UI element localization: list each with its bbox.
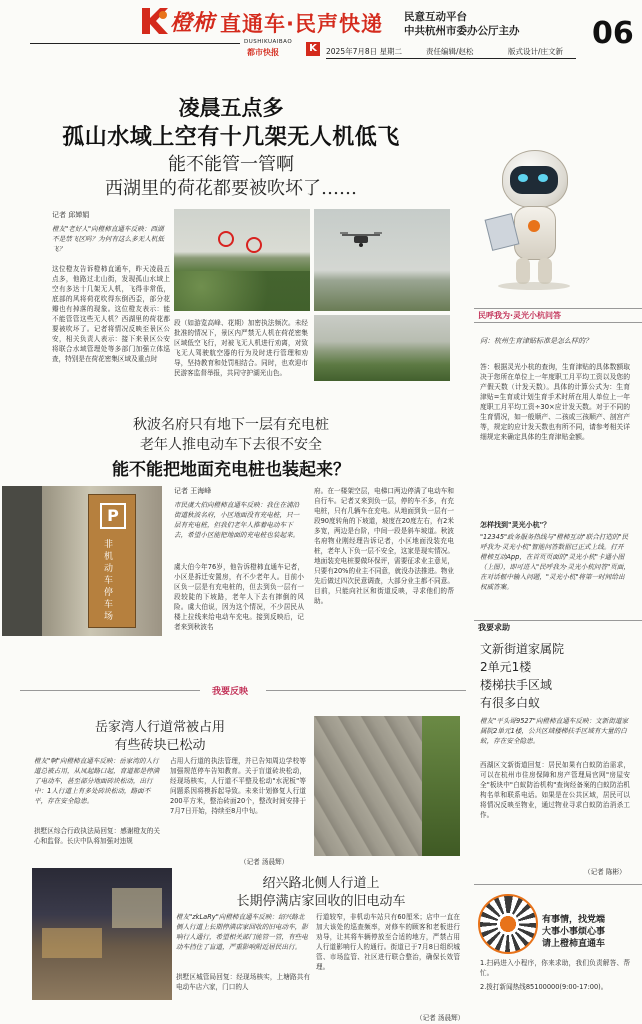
story4-col1: 拱墅区城管局回复：经现场核实，上塘路共有电动车店六家，门口的人 [176, 973, 310, 991]
masthead-sponsor: 中共杭州市委办公厅主办 [404, 25, 520, 37]
mascot-robot [478, 140, 588, 300]
story4-col2: 行道较窄，非机动车站只有60厘米；店中一直在加大该处的巡查频率，对修车的顾客和老板进行劝导，让其将车辆停放至合适的地方，严禁占用人行道影响行人的通行。街道已于7月8日组织城管、市场监管、社区进行联合整治，确保长效管理。 [316, 913, 460, 971]
parking-p-icon: P [100, 503, 126, 529]
help-heading-4: 有很多白蚁 [480, 696, 541, 710]
k-logo-icon [140, 6, 170, 36]
story2-headline: 能不能把地面充电桩也装起来？ [112, 460, 350, 480]
story2-col1: 虞大伯今年76岁，他告诉橙柿直通车记者，小区是拆迁安置房，有不少老年人。目前小区负一层是有充电桩的，但去到负一层有一段较陡的下坡路，老年人下去有摔倒的风险。虞大伯说，因为这个情况，不少居民从楼上拉线来给电动车充电。接到反映后，记者来到秋波名 [174, 563, 304, 631]
paper-k-icon: K [306, 42, 320, 56]
story1-body2: 段（如游览高峰、花期）加密执法频次。未经批准的情况下，景区内严禁无人机在荷花密集区域低空飞行，对被飞无人机进行劝离，对致飞无人驾驶航空器的行为及时进行管理和劝导，坚持教育和处罚相结合。同时，也欢迎市民游客监督举报，共同守护湖光山色。 [174, 319, 308, 377]
story2-col2: 府。在一楼架空层，电梯口两边停满了电动车和自行车。记者又来到负一层，停的车不多，有充电桩，只有几辆车在充电。从地面到负一层有一段90度转角的下坡道，坡度在20度左右，有2米多宽，两边是台阶，中间一段是斜车坡道。秋波名府物业刚经理告诉记者，小区地面没装充电桩，老年人下负一层不安全，这家是现实情况。地面装充电桩要做环保评，需要征求业主意见，只要有20%的业主不同意，就没办法推进。物业先后做过四次民意调查，大部分业主都不同意。目前，只能向社区和街道反映，寻求他们的帮助。 [314, 487, 454, 605]
design-credit: 版式设计/庄文新 [508, 47, 564, 56]
story1-sub2: 西湖里的荷花都要被吹坏了…… [105, 178, 357, 199]
red-circle-icon [218, 231, 234, 247]
editor-credit: 责任编辑/赵松 [426, 47, 474, 56]
sidebar-question: 问：杭州生育津贴标准是怎么样的？ [480, 337, 592, 345]
help-body: 西湖区文新街道回复：居民如果有白蚁防治需求，可以在杭州市住房保障和房产管理局官网"房屋安全"板块中"白蚁防治机构"查询经备案的白蚁防治机构名单和联系电话。如果是在公共区域，居民可以将情况反映至物业，通过物业寻求白蚁防治消杀工作。 [480, 761, 630, 819]
story4-byline: （记者 汤晨辉） [416, 1014, 465, 1022]
parking-photo [2, 486, 162, 636]
paper-pinyin: DUSHIKUAIBAO [244, 39, 293, 45]
story2-byline: 记者 王海峰 [174, 487, 212, 495]
story3-sub2: 有些砖块已松动 [114, 738, 206, 753]
story1-headline: 孤山水域上空有十几架无人机低飞 [62, 124, 400, 150]
sidewalk-photo [314, 716, 460, 856]
story1-kicker: 凌晨五点多 [178, 95, 284, 120]
help-heading-3: 楼梯扶手区域 [480, 678, 553, 692]
masthead-title: 直通车·民声快递 [220, 12, 383, 36]
story3-col2: 占用人行道的执法管理，并已告知周边学校等加强规范停车告知教育。关于盲道砖块松动，经现场核实，人行道不平整及松动"水泥板"等问题系因将模拆起导致。未来计划修复人行道200平方米，整治砖面20个，整改时间安排于7月7日开始，持续至8月中旬。 [170, 757, 306, 815]
page-number: 06 [592, 16, 634, 51]
story2-sub2: 老年人推电动车下去很不安全 [140, 437, 322, 453]
lakeside-photo [314, 315, 450, 381]
sidebar-how-title: 怎样找到"灵光小杭"？ [480, 521, 551, 529]
story1-body: 这位橙友告诉橙柿直通车，昨天凌晨五点多，他路过北山街，发现孤山水域上空有多达十几架无人机，飞得非常低，底部的风将荷花吹得东倒西歪，部分花瓣也有掉落的现象。这位橙友表示：能不能管管这些无人机？西湖里的荷花都要被吹坏了。记者将情况反映至景区公安，相关负责人表示：接下来景区公安将联合水域管理处等多部门加强立体巡查，特别是在荷花密集区域及重点时 [52, 265, 170, 363]
story1-sub1: 能不能管一管啊 [168, 154, 294, 175]
promo-line-3: 请上橙柿直通车 [542, 939, 606, 949]
sidebar-title: 民呼我为·灵光小杭问答 [478, 311, 562, 320]
help-byline: （记者 陈彬） [584, 868, 626, 876]
help-lead: 橙友"平头哥9527"向橙柿直通车反映：文新街道家属院2单元1楼，公共区域楼梯扶手区域有大量的白蚁，存在安全隐患。 [480, 717, 629, 745]
story2-sub1: 秋波名府只有地下一层有充电桩 [133, 417, 329, 433]
lotus-photo [174, 209, 310, 311]
brand-name: 橙柿 [170, 10, 215, 36]
promo-line-5: 2.拨打新闻热线85100000(9:00-17:00)。 [480, 983, 608, 991]
story4-sub1: 绍兴路北侧人行道上 [262, 876, 380, 891]
issue-date: 2025年7月8日 星期二 [326, 47, 403, 56]
story1-byline: 记者 邱婵娟 [52, 211, 90, 219]
parking-sign-text: 非机动车停车场 [104, 540, 114, 622]
parking-sign [88, 494, 136, 628]
story1-lead: 橙友"老好人"向橙柿直通车反映：西湖不是禁飞区吗？为何有这么多无人机低飞？ [52, 225, 165, 253]
masthead-platform: 民意互动平台 [404, 11, 467, 23]
promo-line-2: 大事小事烦心事 [542, 927, 606, 937]
promo-line-1: 有事情，找党端 [542, 915, 606, 925]
story2-lead: 市民虞大伯向橙柿直通车反映：我住在浦沿街道秋波名府，小区地面没有充电桩，只一层有充电桩，但我们老年人推着电动车下去，希望小区能把地面的充电桩也装起来。 [174, 501, 300, 539]
help-section-title: 我要求助 [478, 623, 510, 632]
qr-code-icon[interactable] [478, 894, 538, 954]
paper-name: 都市快报 [247, 48, 279, 57]
help-heading-2: 2单元1楼 [480, 660, 532, 674]
night-street-photo [32, 868, 172, 1000]
story3-lead: 橙友"啊"向橙柿直通车反映：岳家湾的人行道总被占用，从凤起路口起，育道都是停满了电动车，甚至部分地面砖块松动，出行中：1人行道上有多处砖块松动，路面不平，存在安全隐患。 [34, 757, 160, 805]
help-heading-1: 文新街道家属院 [480, 642, 565, 656]
red-circle-icon [246, 237, 262, 253]
story3-byline: （记者 汤晨辉） [240, 858, 289, 866]
story4-lead: 橙友"zkLaRy"向橙柿直通车反映：绍兴路北侧人行道上长期停满店家回收的旧电动车，影响行人通行，希望相关部门能管一管，有些电动车挡住了盲道，严重影响附近居民出行。 [176, 913, 308, 951]
masthead [0, 0, 642, 62]
story3-sub1: 岳家湾人行道常被占用 [94, 720, 225, 735]
sidebar-answer: 答：根据灵光小杭的查询，生育津贴的具体数额取决于您所在单位上一年度职工月平均工资以及您的产假天数（计发天数）。具体的计算公式为：生育津贴=生育或计划生育手术时所在用人单位上一年度职工月平均工资÷30×应计发天数。对于不同的生育情况，如一般顺产、二孩或三孩顺产、剖宫产等，规定的应计发天数也有所不同，请参考相关详细规定来确定具体的生育津贴金额。 [480, 363, 630, 441]
drone-icon [338, 231, 384, 249]
section-complaint-label: 我要反映 [212, 687, 249, 697]
sidebar-how: "12345"政务服务热线与"橙柿互动"联合打造的"民呼我为·灵光小杭"智能问答数据已正式上线。打开橙柿互动App，在首页页面的"灵光小杭"卡通小图（上图），即可进入"民呼我为·灵光小杭问答"页面，在对话框中输入问题，"灵光小杭"将第一时间给出权威答案。 [480, 533, 630, 591]
drone-photo [314, 209, 450, 311]
story4-sub2: 长期停满店家回收的旧电动车 [236, 894, 406, 909]
story3-thanks: 拱墅区综合行政执法局回复：感谢橙友的关心和监督。长庆中队将加强对违规 [34, 827, 160, 845]
promo-line-4: 1.扫码进入小程序，你来求助，我们负责解答、帮忙。 [480, 959, 630, 977]
